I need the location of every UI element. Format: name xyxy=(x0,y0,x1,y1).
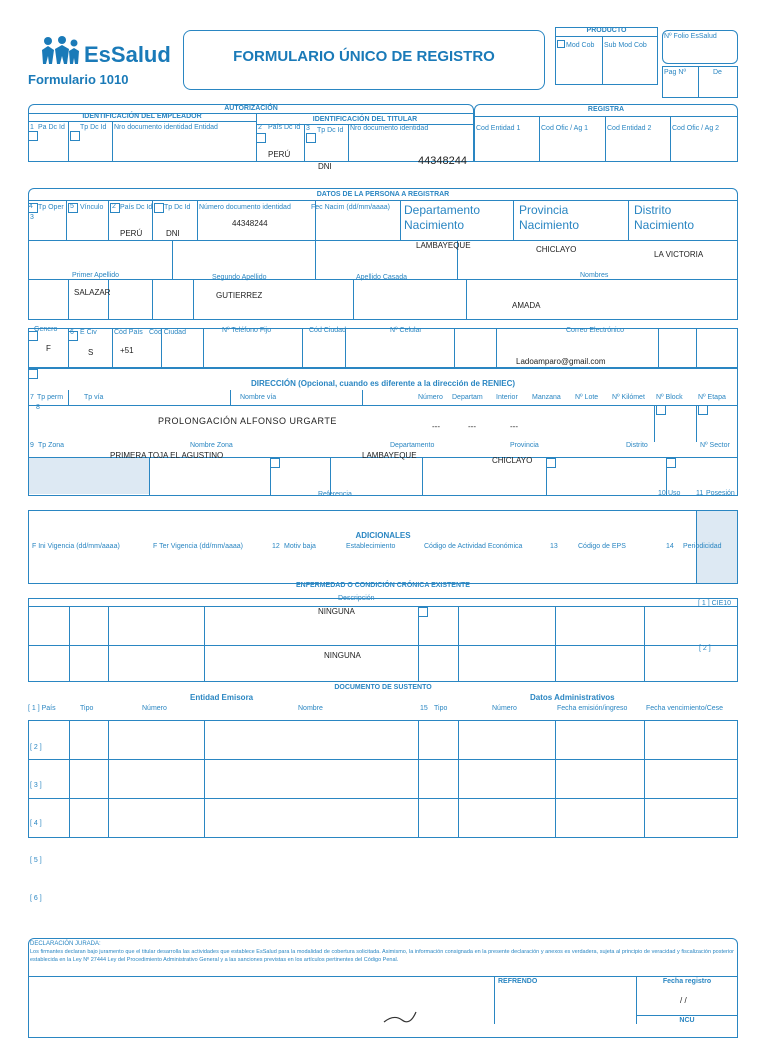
via-value: PROLONGACIÓN ALFONSO URGARTE xyxy=(158,416,337,426)
titular-doc-value: 44348244 xyxy=(418,155,467,167)
sustento-row-3: [ 3 ] xyxy=(30,782,42,789)
essalud-logo xyxy=(40,36,170,70)
signature-mark xyxy=(380,1010,420,1024)
titular-pais-value: PERÚ xyxy=(268,150,291,159)
declaracion-text: Los firmantes declaran bajo juramento que el titular desarrolla las actividades que establece EsSalud para la modalidad de cobertura solicitada. Asimismo, la información consignada en la presente declaración y anexos es verdadera, sujeta al principio de veracidad y fiscalización posterior establecida en la Ley Nº 27444 Ley del Procedimiento Administrativo General y a las sanciones previstas en los artículos pertinentes del Código Penal. xyxy=(30,949,734,963)
sustento-row-2: [ 2 ] xyxy=(30,744,42,751)
correo-value: Ladoamparo@gmail.com xyxy=(516,357,606,366)
page-title: FORMULARIO ÚNICO DE REGISTRO xyxy=(233,48,495,65)
enfermedad-2-value: NINGUNA xyxy=(324,651,361,660)
primer-apellido-value: SALAZAR xyxy=(74,288,111,297)
titular-tipo-value: DNI xyxy=(318,162,332,171)
enfermedad-1-value: NINGUNA xyxy=(318,607,355,616)
sustento-row-6: [ 6 ] xyxy=(30,895,42,902)
sustento-table xyxy=(28,720,738,838)
form-code: Formulario 1010 xyxy=(28,72,129,87)
segundo-apellido-value: GUTIERREZ xyxy=(216,291,263,300)
enfermedad-section xyxy=(28,598,738,682)
family-icon xyxy=(40,36,84,66)
sustento-row-4: [ 4 ] xyxy=(30,820,42,827)
sustento-row-5: [ 5 ] xyxy=(30,857,42,864)
logo-text: EsSalud xyxy=(84,42,171,67)
nombres-value: AMADA xyxy=(512,301,541,310)
